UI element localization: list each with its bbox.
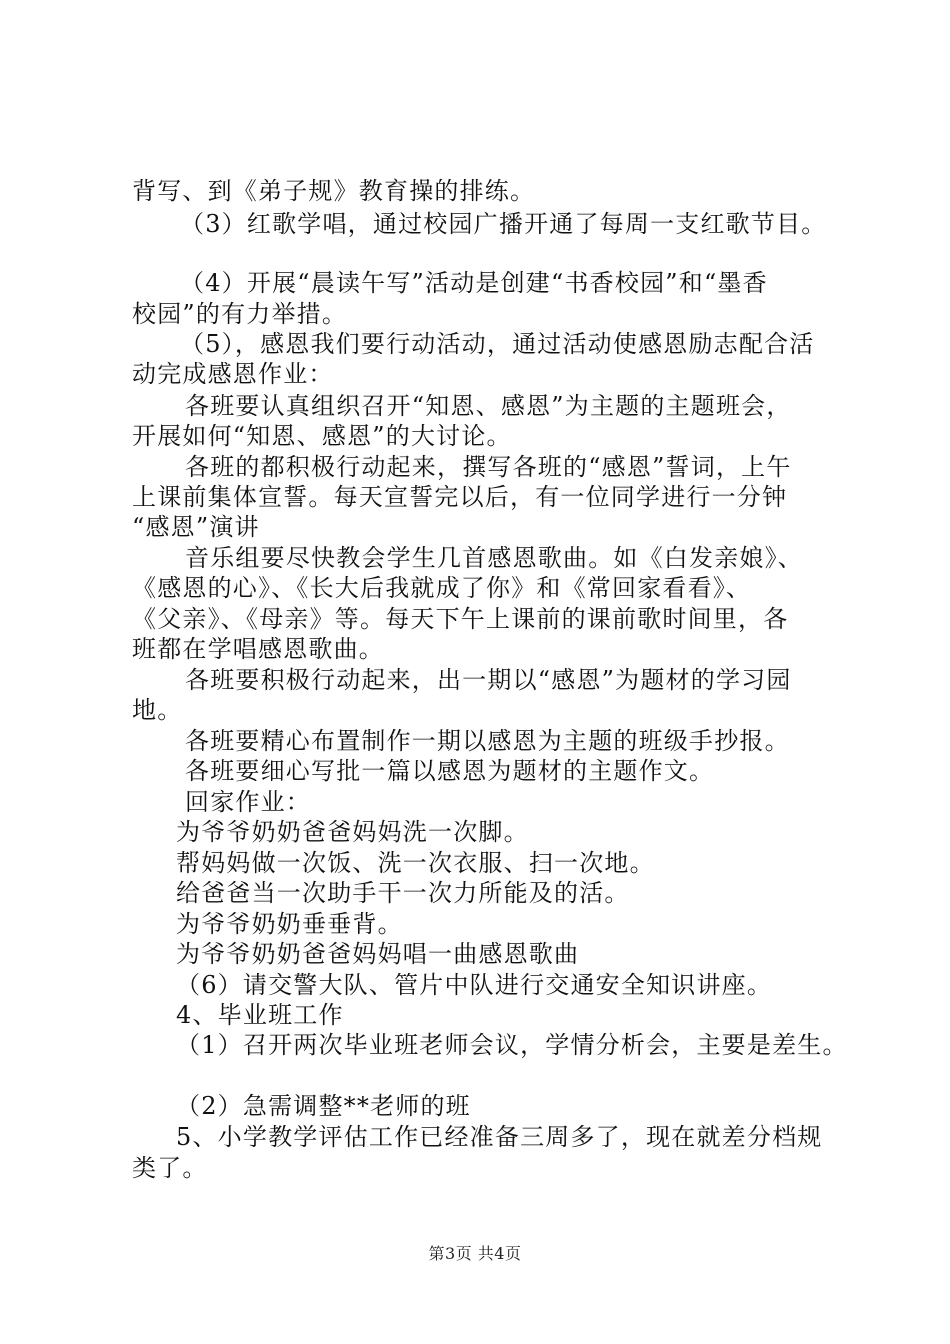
paragraph-line: （6）请交警大队、管片中队进行交通安全知识讲座。 [176, 971, 773, 999]
paragraph-line: 上课前集体宣誓。每天宣誓完以后，有一位同学进行一分钟 [132, 483, 788, 511]
paragraph-line: 各班要细心写批一篇以感恩为题材的主题作文。 [185, 757, 715, 785]
paragraph-line: 各班的都积极行动起来，撰写各班的“感恩”誓词，上午 [185, 453, 792, 481]
paragraph-line: （3）红歌学唱，通过校园广播开通了每周一支红歌节目。 [180, 210, 827, 238]
paragraph-line: 各班要积极行动起来，出一期以“感恩”为题材的学习园 [185, 666, 792, 694]
paragraph-line: （1）召开两次毕业班老师会议，学情分析会，主要是差生。 [176, 1031, 848, 1059]
paragraph-line: 《感恩的心》、《长大后我就成了你》和《常回家看看》、 [132, 574, 752, 602]
paragraph-line: 给爸爸当一次助手干一次力所能及的活。 [176, 879, 630, 907]
paragraph-line: 班都在学唱感恩歌曲。 [132, 635, 384, 663]
paragraph-line: 背写、到《弟子规》教育操的排练。 [132, 177, 536, 205]
paragraph-line: 为爷爷奶奶垂垂背。 [176, 910, 403, 938]
paragraph-line: （4）开展“晨读午写”活动是创建“书香校园”和“墨香 [180, 269, 768, 297]
paragraph-line: “感恩”演讲 [132, 513, 260, 541]
paragraph-line: 开展如何“知恩、感恩”的大讨论。 [132, 422, 512, 450]
paragraph-line: 音乐组要尽快教会学生几首感恩歌曲。如《白发亲娘》、 [185, 544, 803, 572]
paragraph-line: 《父亲》、《母亲》等。每天下午上课前的课前歌时间里，各 [132, 605, 789, 633]
paragraph-line: 校园”的有力举措。 [132, 300, 348, 328]
paragraph-line: 帮妈妈做一次饭、洗一次衣服、扫一次地。 [176, 849, 655, 877]
paragraph-line: 4、毕业班工作 [176, 1001, 344, 1029]
page-number-footer: 第3页 共4页 [428, 1244, 522, 1263]
paragraph-line: 5、小学教学评估工作已经准备三周多了，现在就差分档规 [176, 1123, 823, 1151]
paragraph-line: 回家作业： [185, 788, 311, 816]
paragraph-line: 为爷爷奶奶爸爸妈妈唱一曲感恩歌曲 [176, 940, 580, 968]
paragraph-line: 为爷爷奶奶爸爸妈妈洗一次脚。 [176, 818, 529, 846]
paragraph-line: 地。 [132, 696, 183, 724]
paragraph-line: 类了。 [132, 1154, 208, 1182]
paragraph-line: 各班要认真组织召开“知恩、感恩”为主题的主题班会， [185, 392, 792, 420]
paragraph-line: （2）急需调整**老师的班 [176, 1092, 471, 1120]
paragraph-line: （5），感恩我们要行动活动，通过活动使感恩励志配合活 [180, 330, 815, 358]
paragraph-line: 各班要精心布置制作一期以感恩为主题的班级手抄报。 [185, 727, 790, 755]
paragraph-line: 动完成感恩作业： [132, 360, 334, 388]
